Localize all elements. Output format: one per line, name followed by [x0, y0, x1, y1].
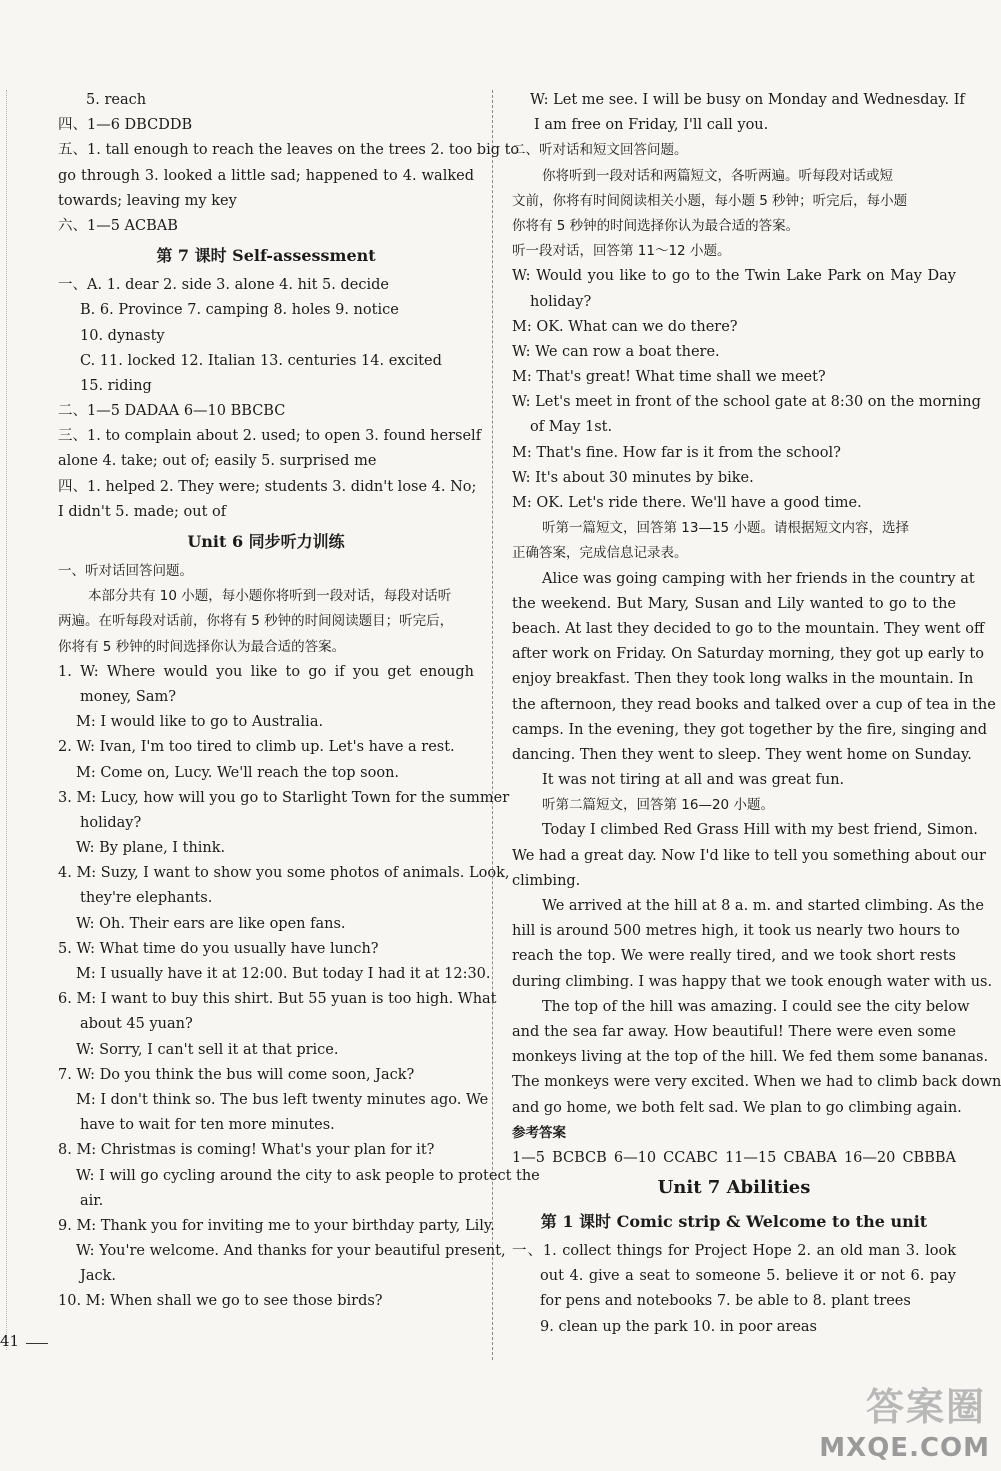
- text-line: Jack.: [80, 1268, 116, 1285]
- text-line: 本部分共有 10 小题，每小题你将听到一段对话，每段对话听: [88, 588, 452, 605]
- text-line: M: I would like to go to Australia.: [76, 714, 324, 731]
- text-line: have to wait for ten more minutes.: [80, 1117, 335, 1134]
- text-line: W: We can row a boat there.: [512, 343, 720, 360]
- text-line: I didn't 5. made; out of: [58, 503, 227, 520]
- binding-edge: [6, 90, 7, 1350]
- text-line: W: I will go cycling around the city to ask people to protect the: [76, 1167, 540, 1184]
- text-line: of May 1st.: [530, 419, 613, 436]
- section-heading: Unit 6 同步听力训练: [187, 532, 345, 551]
- text-line: M: I don't think so. The bus left twenty minutes ago. We: [76, 1091, 489, 1108]
- text-line: 8. M: Christmas is coming! What's your plan for it?: [58, 1142, 435, 1159]
- text-line: M: That's fine. How far is it from the school?: [512, 444, 841, 461]
- text-line: air.: [80, 1192, 104, 1209]
- text-line: and go home, we both felt sad. We plan to go climbing again.: [512, 1099, 962, 1116]
- text-line: go through 3. looked a little sad; happened to 4. walked: [58, 167, 474, 184]
- text-line: during climbing. I was happy that we took enough water with us.: [512, 973, 993, 990]
- text-line: camps. In the evening, they got together by the fire, singing and: [512, 721, 988, 738]
- text-line: out 4. give a seat to someone 5. believe it or not 6. pay: [540, 1268, 956, 1285]
- text-line: 正确答案，完成信息记录表。: [512, 545, 688, 562]
- text-line: 两遍。在听每段对话前，你将有 5 秒钟的时间阅读题目；听完后，: [58, 613, 454, 630]
- text-line: beach. At last they decided to go to the mountain. They went off: [512, 620, 985, 637]
- text-line: reach the top. We were really tired, and we took short rests: [512, 948, 956, 965]
- text-line: 5. reach: [86, 92, 147, 108]
- text-line: 二、听对话和短文回答问题。: [512, 142, 688, 159]
- text-line: 参考答案: [512, 1124, 566, 1141]
- text-line: money, Sam?: [80, 688, 176, 705]
- text-line: M: OK. Let's ride there. We'll have a good time.: [512, 495, 862, 511]
- text-line: and the sea far away. How beautiful! There were even some: [512, 1023, 956, 1040]
- text-line: The monkeys were very excited. When we had to climb back down: [512, 1074, 1001, 1091]
- text-line: B. 6. Province 7. camping 8. holes 9. notice: [80, 302, 399, 319]
- text-line: W: Would you like to go to the Twin Lake Park on May Day: [512, 268, 956, 285]
- text-line: 三、1. to complain about 2. used; to open 3. found herself: [58, 428, 482, 445]
- page-number-rule: [26, 1343, 48, 1344]
- text-line: climbing.: [512, 872, 581, 889]
- text-line: We had a great day. Now I'd like to tell you something about our: [512, 847, 986, 864]
- text-line: C. 11. locked 12. Italian 13. centuries 14. excited: [80, 352, 442, 369]
- text-line: the afternoon, they read books and talked over a cup of tea in the: [512, 696, 996, 713]
- text-line: alone 4. take; out of; easily 5. surprised me: [58, 453, 377, 470]
- text-line: It was not tiring at all and was great fun.: [542, 772, 845, 789]
- text-line: 5. W: What time do you usually have lunch?: [58, 940, 379, 957]
- text-line: W: By plane, I think.: [76, 840, 226, 857]
- text-line: 你将听到一段对话和两篇短文，各听两遍。听每段对话或短: [542, 167, 893, 184]
- text-line: 四、1—6 DBCDDB: [58, 117, 193, 134]
- section-heading: Unit 7 Abilities: [657, 1177, 811, 1199]
- text-line: 9. M: Thank you for inviting me to your birthday party, Lily.: [58, 1217, 495, 1234]
- text-line: 3. M: Lucy, how will you go to Starlight Town for the summer: [58, 789, 510, 806]
- text-line: 听一段对话，回答第 11～12 小题。: [512, 243, 731, 260]
- text-line: hill is around 500 metres high, it took us nearly two hours to: [512, 923, 960, 940]
- text-line: monkeys living at the top of the hill. We fed them some bananas.: [512, 1049, 989, 1066]
- text-line: M: That's great! What time shall we meet?: [512, 369, 826, 386]
- text-line: M: Come on, Lucy. We'll reach the top soon.: [76, 764, 400, 781]
- text-line: Alice was going camping with her friends in the country at: [542, 570, 975, 587]
- text-line: 6. M: I want to buy this shirt. But 55 yuan is too high. What: [58, 991, 497, 1008]
- text-line: 你将有 5 秒钟的时间选择你认为最合适的答案。: [512, 217, 800, 234]
- text-line: 六、1—5 ACBAB: [58, 217, 178, 234]
- text-line: 听第二篇短文，回答第 16—20 小题。: [542, 797, 774, 814]
- right-column: [512, 88, 1001, 1340]
- text-line: 一、A. 1. dear 2. side 3. alone 4. hit 5. decide: [58, 277, 389, 294]
- text-line: 文前，你将有时间阅读相关小题，每小题 5 秒钟；听完后，每小题: [512, 192, 908, 209]
- text-line: W: Oh. Their ears are like open fans.: [76, 915, 346, 932]
- text-line: 7. W: Do you think the bus will come soon, Jack?: [58, 1066, 415, 1083]
- text-line: for pens and notebooks 7. be able to 8. plant trees: [540, 1293, 911, 1310]
- text-line: The top of the hill was amazing. I could see the city below: [542, 998, 970, 1015]
- text-line: 1. W: Where would you like to go if you get enough: [58, 663, 474, 680]
- watermark-url: MXQE.COM: [819, 1433, 990, 1463]
- watermark-logo: 答案圈: [865, 1385, 986, 1429]
- text-line: M: OK. What can we do there?: [512, 318, 738, 335]
- text-line: 五、1. tall enough to reach the leaves on the trees 2. too big to: [58, 142, 520, 159]
- text-line: W: Let me see. I will be busy on Monday and Wednesday. If: [530, 92, 965, 108]
- text-line: 10. M: When shall we go to see those birds?: [58, 1293, 383, 1310]
- text-line: towards; leaving my key: [58, 192, 237, 209]
- text-line: I am free on Friday, I'll call you.: [534, 117, 769, 134]
- text-line: 听第一篇短文，回答第 13—15 小题。请根据短文内容，选择: [542, 520, 909, 537]
- text-line: the weekend. But Mary, Susan and Lily wanted to go to the: [512, 595, 956, 612]
- text-line: holiday?: [530, 293, 592, 310]
- text-line: 一、听对话回答问题。: [58, 563, 193, 579]
- text-line: 9. clean up the park 10. in poor areas: [540, 1318, 817, 1335]
- text-line: holiday?: [80, 814, 142, 831]
- text-line: M: I usually have it at 12:00. But today I had it at 12:30.: [76, 966, 491, 982]
- text-line: about 45 yuan?: [80, 1016, 193, 1033]
- text-line: they're elephants.: [80, 890, 213, 907]
- page-number: 41: [0, 1332, 20, 1350]
- text-line: W: Let's meet in front of the school gate at 8:30 on the morning: [512, 394, 981, 411]
- text-line: Today I climbed Red Grass Hill with my best friend, Simon.: [542, 822, 978, 839]
- section-heading: 第 1 课时 Comic strip & Welcome to the unit: [540, 1212, 928, 1232]
- text-line: 二、1—5 DADAA 6—10 BBCBC: [58, 403, 286, 420]
- text-line: W: Sorry, I can't sell it at that price.: [76, 1041, 339, 1058]
- text-line: 10. dynasty: [80, 327, 165, 344]
- text-line: 一、1. collect things for Project Hope 2. an old man 3. look: [512, 1243, 956, 1260]
- text-line: 四、1. helped 2. They were; students 3. didn't lose 4. No;: [58, 478, 477, 495]
- text-line: We arrived at the hill at 8 a. m. and started climbing. As the: [542, 898, 984, 914]
- text-line: 4. M: Suzy, I want to show you some photos of animals. Look,: [58, 865, 510, 882]
- text-line: 1—5 BCBCB 6—10 CCABC 11—15 CBABA 16—20 CBBBA: [512, 1149, 956, 1166]
- text-line: enjoy breakfast. Then they took long walks in the mountain. In: [512, 671, 974, 688]
- text-line: 2. W: Ivan, I'm too tired to climb up. Let's have a rest.: [58, 739, 455, 756]
- text-line: W: It's about 30 minutes by bike.: [512, 469, 754, 486]
- text-line: 你将有 5 秒钟的时间选择你认为最合适的答案。: [58, 638, 346, 655]
- text-line: after work on Friday. On Saturday morning, they got up early to: [512, 646, 984, 663]
- text-line: 15. riding: [80, 377, 152, 394]
- section-heading: 第 7 课时 Self-assessment: [156, 246, 376, 266]
- text-line: W: You're welcome. And thanks for your beautiful present,: [76, 1243, 506, 1260]
- text-line: dancing. Then they went to sleep. They went home on Sunday.: [512, 746, 972, 763]
